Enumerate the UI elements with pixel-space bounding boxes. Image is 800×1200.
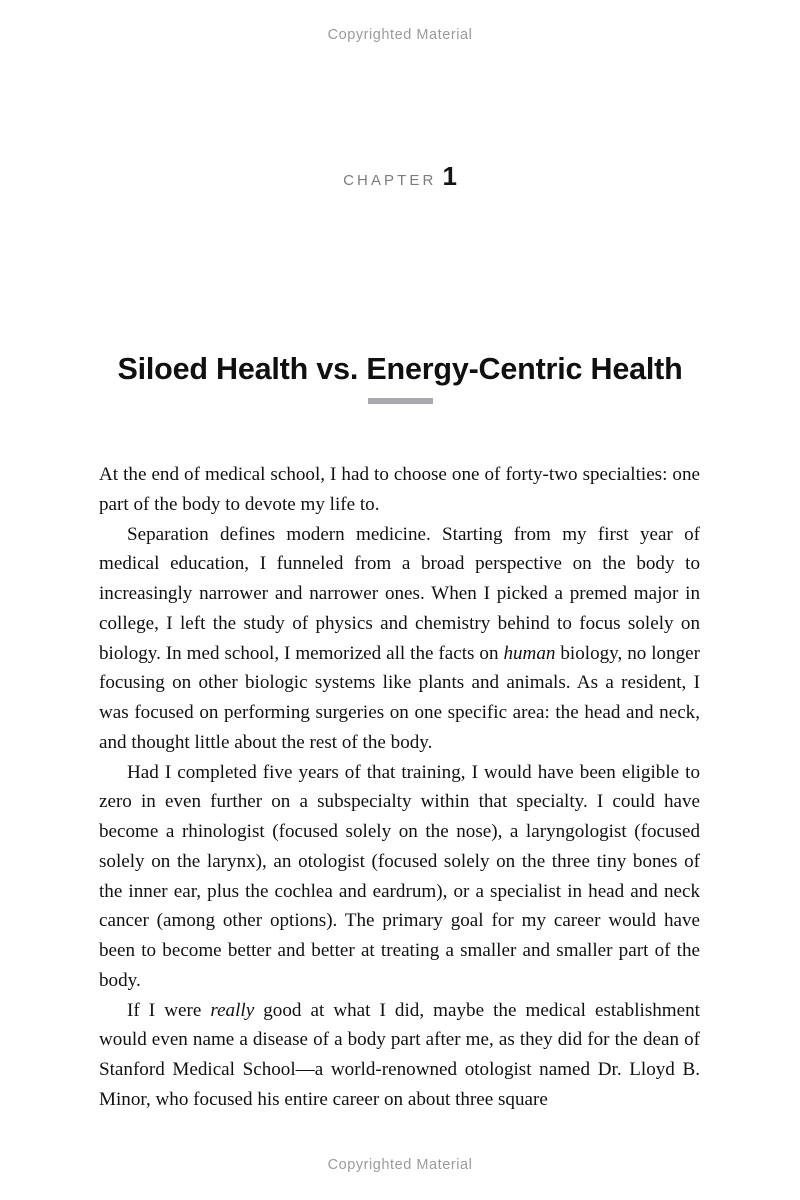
- body-paragraph: At the end of medical school, I had to choose one of forty-two specialties: one part of the body to devote my life to.: [99, 464, 700, 515]
- section-ornament: [0, 398, 800, 404]
- body-paragraph: Separation defines modern medicine. Starting from my first year of medical education, I funneled from a broad perspective on the body to increasingly narrower and narrower ones. When I picked a premed major in college, I left the study of physics and chemistry behind to focus solely on biology. In med school, I memorized all the facts on human biology, no longer focusing on other biologic systems like plants and animals. As a resident, I was focused on performing surgeries on one specific area: the head and neck, and thought little about the rest of the body.: [99, 523, 700, 753]
- ornament-bar-icon: [368, 398, 433, 404]
- emphasis-text: really: [210, 999, 255, 1021]
- body-paragraph: Had I completed five years of that training, I would have been eligible to zero in even further on a subspecialty within that specialty. I could have become a rhinologist (focused solely on the nose), a laryngologist (focused solely on the larynx), an otologist (focused solely on the three tiny bones of the inner ear, plus the cochlea and eardrum), or a specialist in head and neck cancer (among other options). The primary goal for my career would have been to become better and better at treating a smaller and smaller part of the body.: [99, 761, 700, 991]
- chapter-number: 1: [442, 161, 457, 191]
- page-title: Siloed Health vs. Energy-Centric Health: [117, 352, 683, 387]
- copyright-watermark-bottom: Copyrighted Material: [327, 1157, 473, 1173]
- body-text-block: [99, 460, 700, 1115]
- chapter-eyebrow: [0, 163, 800, 189]
- copyright-watermark-top: Copyrighted Material: [327, 27, 473, 43]
- chapter-label: CHAPTER: [343, 172, 437, 189]
- emphasis-text: human: [503, 642, 556, 664]
- body-paragraph: If I were really good at what I did, maybe the medical establishment would even name a disease of a body part after me, as they did for the dean of Stanford Medical School—a world-renowned otologist named Dr. Lloyd B. Minor, who focused his entire career on about three square: [99, 999, 700, 1110]
